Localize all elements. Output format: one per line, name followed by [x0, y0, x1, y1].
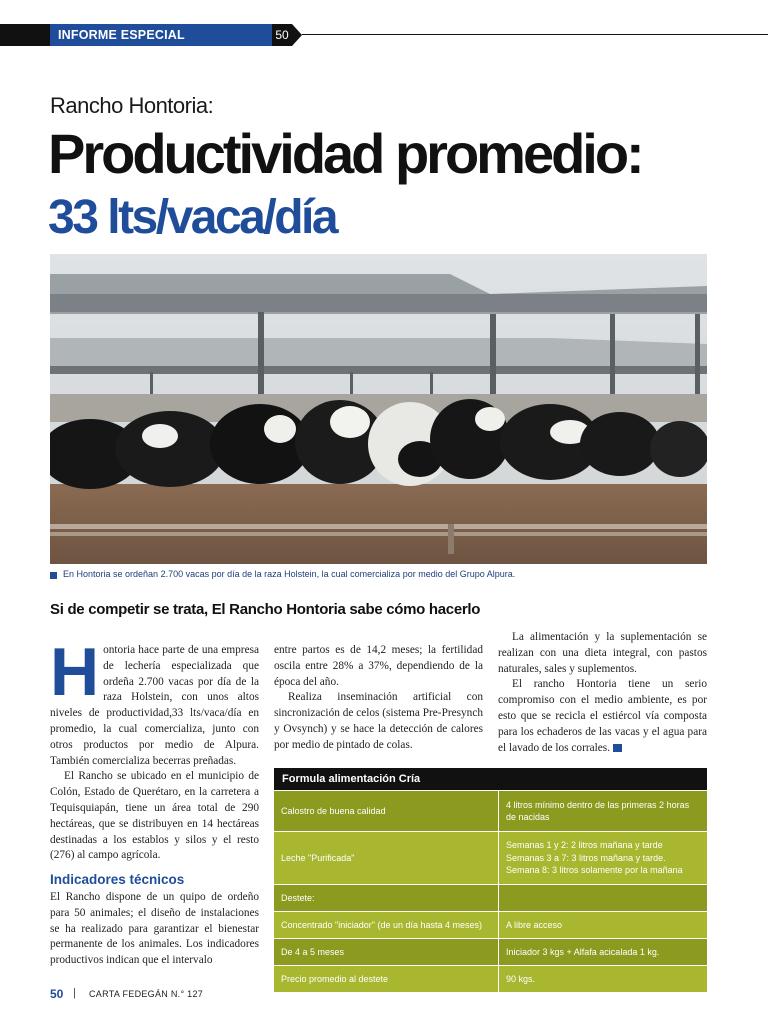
caption-square-icon — [50, 572, 57, 579]
footer-separator: | — [73, 987, 76, 999]
table-title: Formula alimentación Cría — [274, 768, 707, 791]
paragraph: entre partos es de 14,2 meses; la fertilidad oscila entre 28% a 37%, dependiendo de la época del año. — [274, 644, 483, 688]
table-cell-label: Concentrado "iniciador" (de un día hasta 4 meses) — [274, 912, 499, 939]
table-row — [274, 791, 707, 832]
paragraph: La alimentación y la suplementación se realizan con una dieta integral, con pastos naturales, sales y suplementos. — [498, 631, 707, 675]
paragraph: El Rancho dispone de un quipo de ordeño para 50 animales; el diseño de instalaciones se ha realizado para garantizar el bienestar permanente de los animales. Los indicadores productivos indican que el intervalo — [50, 890, 259, 967]
table-row — [274, 912, 707, 939]
section-heading: Indicadores técnicos — [50, 872, 185, 888]
paragraph: El Rancho se ubicado en el municipio de Colón, Estado de Querétaro, en la carretera a Tequisquiapán, tiene un área total de 290 hectáreas, que se distribuyen en 14 hectáreas destinadas a los establos y silos y el resto (276) al campo agrícola. — [50, 770, 259, 862]
feeding-formula-table — [274, 768, 707, 992]
table-cell-label: De 4 a 5 meses — [274, 939, 499, 966]
article-title-highlight: 33 lts/vaca/día — [48, 191, 337, 244]
dropcap: H — [50, 634, 100, 710]
table-cell-value: Semanas 1 y 2: 2 litros mañana y tarde Semanas 3 a 7: 3 litros mañana y tarde. Semana 8: 3 litros solamente por la mañana — [499, 832, 708, 885]
header-black-block — [0, 24, 50, 46]
table-row — [274, 885, 707, 912]
table-cell-label: Precio promedio al destete — [274, 966, 499, 993]
table-cell-value: 90 kgs. — [499, 966, 708, 993]
text-column-1 — [50, 634, 259, 969]
table-row — [274, 832, 707, 885]
text-column-3 — [498, 630, 707, 756]
paragraph: Realiza inseminación artificial con sincronización de celos (sistema Pre-Presynch y Ovsynch) y se hace la detección de calores por medio de pintado de colas. — [274, 691, 483, 751]
header-page-number: 50 — [272, 24, 292, 46]
footer-page-number: 50 — [50, 987, 64, 1001]
table-cell-value: A libre acceso — [499, 912, 708, 939]
table-cell-value: 4 litros mínimo dentro de las primeras 2 horas de nacidas — [499, 791, 708, 832]
table-row — [274, 939, 707, 966]
article-subhead: Si de competir se trata, El Rancho Hontoria sabe cómo hacerlo — [50, 601, 481, 618]
paragraph: El rancho Hontoria tiene un serio compromiso con el medio ambiente, es por esto que se recicla el estiércol vía composta para los echaderos de las vacas y el agua para el lavado de los corrales. — [498, 678, 707, 754]
article-title: Productividad promedio: — [48, 122, 642, 185]
text-column-2 — [274, 643, 483, 754]
section-label: INFORME ESPECIAL — [50, 24, 272, 46]
table-cell-label: Destete: — [274, 885, 499, 912]
photo-caption: En Hontoria se ordeñan 2.700 vacas por día de la raza Holstein, la cual comercializa por medio del Grupo Alpura. — [63, 569, 516, 579]
paragraph: ontoria hace parte de una empresa de lechería especializada que ordeña 2.700 vacas por día de la raza Holstein, con unos altos niveles de productividad,33 lts/vaca/día en promedio, la cual comercializa, junto con otros productos por medio de Alpura. También comercializa becerras preñadas. — [50, 644, 259, 767]
header-rule — [302, 34, 768, 35]
table-cell-value: Iniciador 3 kgs + Alfafa acicalada 1 kg. — [499, 939, 708, 966]
table-cell-label: Leche "Purificada" — [274, 832, 499, 885]
article-kicker: Rancho Hontoria: — [50, 93, 214, 118]
table-row — [274, 966, 707, 993]
header-arrow-icon — [292, 24, 302, 46]
publication-name: CARTA FEDEGÁN N.° 127 — [89, 989, 204, 999]
cows-photo — [50, 254, 707, 564]
table-cell-value — [499, 885, 708, 912]
table-cell-label: Calostro de buena calidad — [274, 791, 499, 832]
end-of-article-icon — [613, 744, 622, 752]
